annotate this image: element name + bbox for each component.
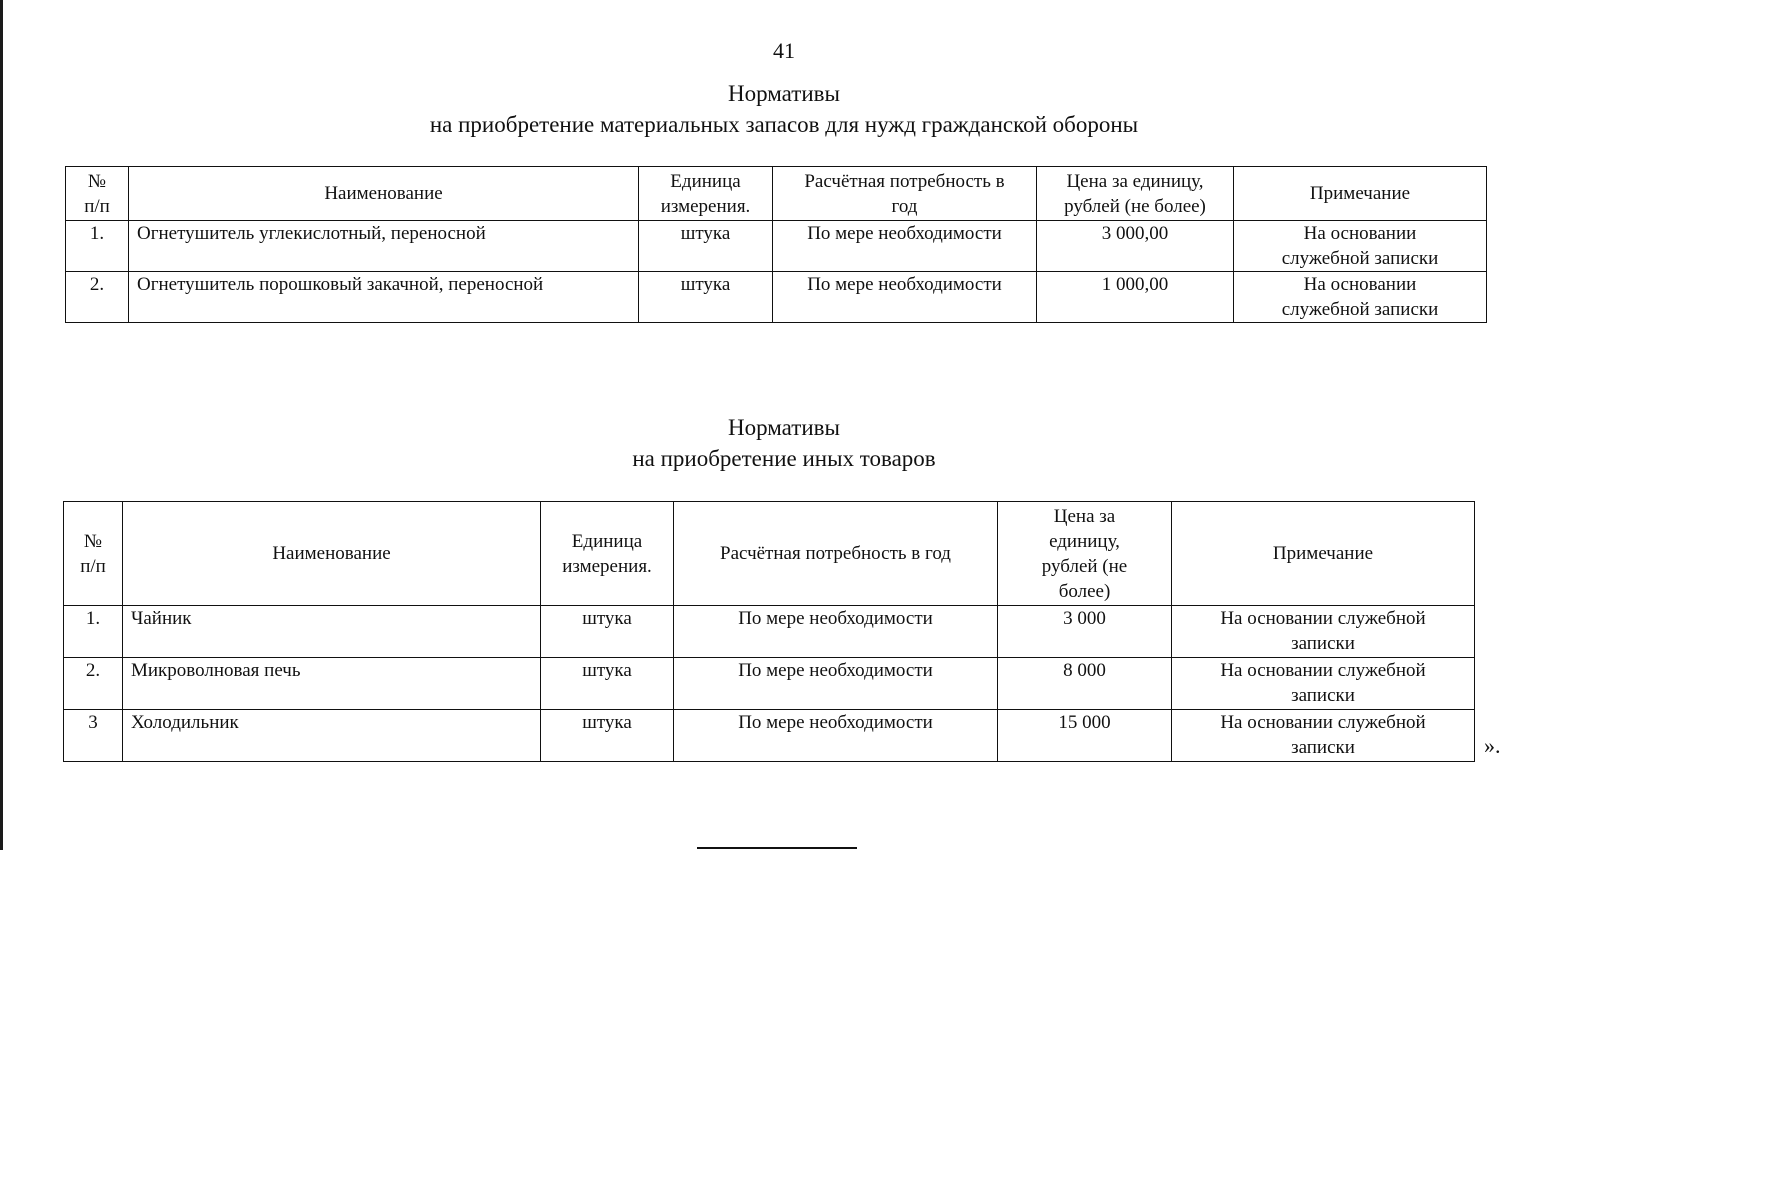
header-note: Примечание [1234, 167, 1487, 221]
row-price: 15 000 [998, 710, 1172, 762]
row-note: На основании служебной записки [1172, 710, 1475, 762]
row-note: На основании служебной записки [1234, 272, 1487, 323]
header-need: Расчётная потребность в год [674, 502, 998, 606]
header-name: Наименование [129, 167, 639, 221]
row-note: На основании служебной записки [1234, 221, 1487, 272]
row-name: Огнетушитель углекислотный, переносной [129, 221, 639, 272]
table-row [64, 658, 1475, 710]
table-header-row [64, 502, 1475, 606]
row-unit: штука [639, 221, 773, 272]
header-unit: Единица измерения. [639, 167, 773, 221]
row-unit: штука [541, 710, 674, 762]
closing-quote: ». [1484, 733, 1501, 758]
page-number: 41 [773, 38, 795, 63]
row-num: 2. [66, 272, 129, 323]
header-unit: Единица измерения. [541, 502, 674, 606]
header-note: Примечание [1172, 502, 1475, 606]
row-name: Микроволновая печь [123, 658, 541, 710]
row-num: 1. [66, 221, 129, 272]
row-need: По мере необходимости [674, 606, 998, 658]
section2-title-line2: на приобретение иных товаров [632, 446, 936, 471]
section2-title-line1: Нормативы [728, 415, 840, 440]
materials-table [65, 166, 1487, 323]
row-num: 2. [64, 658, 123, 710]
section1-heading [0, 78, 1568, 140]
row-unit: штука [541, 606, 674, 658]
other-goods-table [63, 501, 1475, 762]
row-price: 3 000,00 [1037, 221, 1234, 272]
row-name: Огнетушитель порошковый закачной, переносной [129, 272, 639, 323]
row-price: 3 000 [998, 606, 1172, 658]
table-header-row [66, 167, 1487, 221]
header-price: Цена за единицу, рублей (не более) [1037, 167, 1234, 221]
row-name: Холодильник [123, 710, 541, 762]
table-row [66, 221, 1487, 272]
section2-heading [0, 412, 1568, 474]
row-note: На основании служебной записки [1172, 658, 1475, 710]
row-need: По мере необходимости [773, 272, 1037, 323]
header-price: Цена за единицу, рублей (не более) [998, 502, 1172, 606]
header-name: Наименование [123, 502, 541, 606]
row-unit: штука [541, 658, 674, 710]
row-need: По мере необходимости [674, 710, 998, 762]
table-row [64, 606, 1475, 658]
table-row [66, 272, 1487, 323]
header-num: № п/п [64, 502, 123, 606]
section1-title-line2: на приобретение материальных запасов для нужд гражданской обороны [429, 112, 1139, 137]
header-num: № п/п [66, 167, 129, 221]
end-separator-line [697, 847, 857, 849]
header-need: Расчётная потребность в год [773, 167, 1037, 221]
row-need: По мере необходимости [674, 658, 998, 710]
row-price: 8 000 [998, 658, 1172, 710]
row-name: Чайник [123, 606, 541, 658]
row-unit: штука [639, 272, 773, 323]
row-price: 1 000,00 [1037, 272, 1234, 323]
row-num: 3 [64, 710, 123, 762]
row-note: На основании служебной записки [1172, 606, 1475, 658]
section1-title-line1: Нормативы [728, 81, 840, 106]
row-num: 1. [64, 606, 123, 658]
table-row [64, 710, 1475, 762]
row-need: По мере необходимости [773, 221, 1037, 272]
